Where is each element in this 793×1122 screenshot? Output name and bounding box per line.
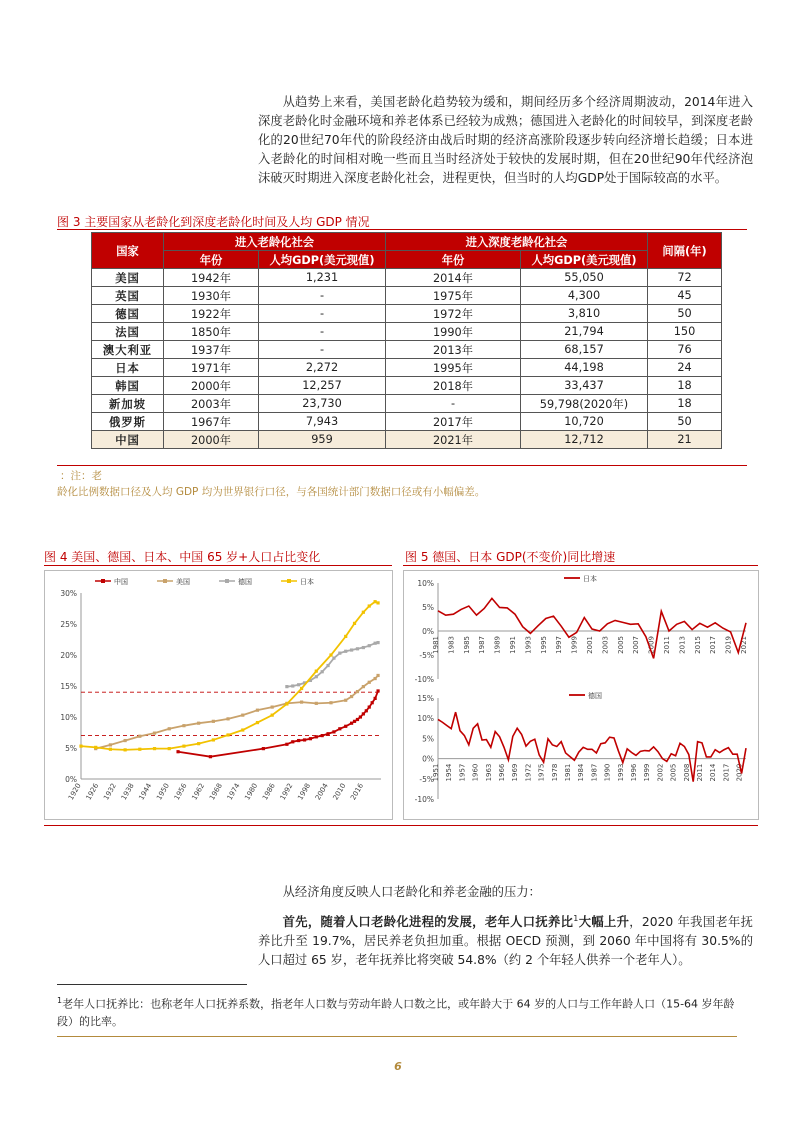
x-tick-label: 2001 (586, 636, 594, 654)
y-tick-label: 0% (422, 627, 434, 636)
page-number: 6 (394, 1060, 402, 1073)
cell-year1: 1930年 (164, 287, 259, 305)
first-point-paragraph (258, 909, 753, 970)
data-point (344, 650, 347, 653)
data-point (338, 652, 341, 655)
cell-year1: 2000年 (164, 431, 259, 449)
cell-year1: 1971年 (164, 359, 259, 377)
cell-country: 韩国 (92, 377, 164, 395)
cell-interval: 24 (648, 359, 722, 377)
x-tick-label: 1986 (261, 782, 277, 802)
data-point (374, 600, 377, 603)
x-tick-label: 2005 (669, 763, 678, 782)
legend-marker (287, 579, 291, 583)
data-point (376, 601, 379, 604)
footnote-rule (57, 984, 247, 985)
x-tick-label: 1972 (524, 763, 533, 782)
x-tick-label: 2017 (709, 636, 718, 654)
x-tick-label: 1975 (537, 763, 546, 782)
data-point (368, 681, 371, 684)
cell-interval: 18 (648, 395, 722, 413)
data-point (153, 747, 156, 750)
x-tick-label: 1962 (190, 782, 207, 802)
x-tick-label: 1989 (493, 636, 502, 654)
data-point (271, 705, 274, 708)
data-point (197, 722, 200, 725)
header-aging: 进入老龄化社会 (164, 233, 386, 251)
x-tick-label: 1993 (524, 636, 533, 654)
y-tick-label: 10% (417, 714, 434, 724)
x-tick-label: 1990 (603, 763, 612, 782)
legend-label: 日本 (583, 575, 597, 583)
cell-gdp1: 12,257 (259, 377, 386, 395)
x-tick-label: 1938 (119, 782, 136, 802)
x-tick-label: 2002 (656, 763, 665, 782)
y-tick-label: 5% (65, 744, 77, 753)
cell-gdp2: 10,720 (521, 413, 648, 431)
data-point (285, 743, 288, 746)
x-tick-label: 1997 (555, 636, 564, 654)
x-tick-label: 2009 (647, 636, 656, 654)
y-tick-label: 20% (60, 651, 77, 660)
x-tick-label: 1960 (471, 763, 480, 782)
x-tick-label: 2015 (693, 636, 702, 654)
data-point (374, 642, 377, 645)
data-point (303, 738, 306, 741)
x-tick-label: 2011 (663, 636, 671, 654)
cell-year1: 1850年 (164, 323, 259, 341)
data-point (285, 702, 288, 705)
y-tick-label: -10% (414, 675, 434, 684)
data-point (297, 739, 300, 742)
x-tick-label: 1950 (155, 782, 171, 802)
cell-country: 法国 (92, 323, 164, 341)
first-point-bold: 首先，随着人口老龄化进程的发展，老年人口抚养比 (282, 915, 574, 930)
figure3-note-line2: 龄化比例数据口径及人均 GDP 均为世界银行口径，与各国统计部门数据口径或有小幅偏差。 (57, 486, 486, 498)
data-point (109, 748, 112, 751)
legend-marker (163, 579, 167, 583)
data-point (326, 664, 329, 667)
data-point (368, 705, 371, 708)
data-point (329, 653, 332, 656)
y-tick-label: -5% (419, 774, 434, 784)
cell-interval: 45 (648, 287, 722, 305)
cell-country: 澳大利亚 (92, 341, 164, 359)
y-tick-label: 15% (60, 682, 77, 691)
data-point (124, 748, 127, 751)
cell-gdp2: 55,050 (521, 269, 648, 287)
cell-gdp1: 23,730 (259, 395, 386, 413)
footnote-text: 老年人口抚养比：也称老年人口抚养系数，指老年人口数与劳动年龄人口数之比，或年龄大于 64 岁的人口与工作年龄人口（15-64 岁年龄段）的比率。 (57, 997, 735, 1028)
data-point (271, 714, 274, 717)
figure4-chart-frame (44, 570, 393, 820)
cell-gdp1: 7,943 (259, 413, 386, 431)
data-point (356, 690, 359, 693)
cell-gdp1: 2,272 (259, 359, 386, 377)
cell-year2: 1990年 (386, 323, 521, 341)
cell-year2: 2017年 (386, 413, 521, 431)
x-tick-label: 2017 (722, 763, 731, 782)
cell-year1: 1967年 (164, 413, 259, 431)
header-year: 年份 (164, 251, 259, 269)
legend-label: 德国 (588, 692, 602, 700)
intro-paragraph: 从趋势上来看，美国老龄化趋势较为缓和，期间经历多个经济周期波动，2014年进入深度老龄化时金融环境和养老体系已经较为成熟；德国进入老龄化的时间较早，到深度老龄化的20世纪70年代的阶段经济由战后时期的经济高涨阶段逐步转向经济增长趋缓；日本进入老龄化的时间相对晚一些而且当时经济处于较快的发展时期，但在20世纪90年代经济泡沫破灭时期进入深度老龄化社会，进程更快，但当时的人均GDP处于国际较高的水平。 (258, 95, 753, 185)
data-point (376, 689, 379, 692)
y-tick-label: 0% (422, 754, 434, 764)
cell-country: 德国 (92, 305, 164, 323)
header-year2: 年份 (386, 251, 521, 269)
data-point (256, 721, 259, 724)
x-tick-label: 2007 (632, 636, 641, 654)
figure3-title: 图 3 主要国家从老龄化到深度老龄化时间及人均 GDP 情况 (57, 215, 370, 229)
x-tick-label: 1999 (643, 763, 652, 782)
cell-year2: 1975年 (386, 287, 521, 305)
cell-country: 美国 (92, 269, 164, 287)
table-row (92, 377, 722, 395)
y-tick-label: 30% (60, 589, 77, 598)
data-point (241, 714, 244, 717)
cell-gdp2: 44,198 (521, 359, 648, 377)
x-tick-label: 1992 (278, 782, 295, 802)
pressure-intro: 从经济角度反映人口老龄化和养老金融的压力： (282, 885, 541, 899)
x-tick-label: 1993 (616, 763, 625, 782)
cell-country: 日本 (92, 359, 164, 377)
x-tick-label: 2008 (682, 763, 691, 782)
cell-country: 俄罗斯 (92, 413, 164, 431)
cell-gdp2: 33,437 (521, 377, 648, 395)
cell-year2: 2018年 (386, 377, 521, 395)
table-row (92, 413, 722, 431)
data-point (356, 647, 359, 650)
series-line-美国 (96, 675, 378, 748)
data-point (332, 730, 335, 733)
data-point (309, 737, 312, 740)
first-point-rest: ，2020 年我国老年抚养比升至 19.7%，居民养老负担加重。根据 OECD 预测，到 2060 年中国将有 30.5%的人口超过 65 岁，老年抚养比将突破 54.8%（约 2 个年轻人供养一个老年人）。 (258, 915, 753, 968)
x-tick-label: 1983 (447, 636, 456, 654)
data-point (353, 622, 356, 625)
x-tick-label: 1966 (498, 763, 506, 782)
x-tick-label: 1926 (84, 782, 101, 802)
data-point (353, 720, 356, 723)
data-point (124, 739, 127, 742)
x-tick-label: 1995 (539, 636, 548, 654)
data-point (368, 644, 371, 647)
x-tick-label: 1999 (570, 636, 579, 654)
x-tick-label: 2014 (709, 763, 718, 782)
data-point (362, 646, 365, 649)
legend-marker (101, 579, 105, 583)
figure5-title: 图 5 德国、日本 GDP(不变价)同比增速 (405, 550, 616, 564)
data-point (362, 712, 365, 715)
y-tick-label: 10% (417, 579, 434, 588)
table-row (92, 341, 722, 359)
data-point (376, 674, 379, 677)
data-point (344, 635, 347, 638)
x-tick-label: 2021 (740, 636, 748, 654)
table-row (92, 395, 722, 413)
legend-label: 美国 (176, 578, 190, 586)
y-tick-label: 5% (422, 603, 434, 612)
y-tick-label: 0% (65, 775, 77, 784)
data-point (326, 732, 329, 735)
cell-interval: 50 (648, 413, 722, 431)
cell-interval: 50 (648, 305, 722, 323)
cell-gdp2: 4,300 (521, 287, 648, 305)
cell-gdp1: - (259, 323, 386, 341)
data-point (256, 709, 259, 712)
figure4-chart (45, 571, 392, 819)
x-tick-label: 1920 (66, 782, 83, 802)
table-row (92, 431, 722, 449)
data-point (315, 670, 318, 673)
figure5-japan-chart (404, 571, 758, 691)
x-tick-label: 1981 (432, 636, 440, 654)
data-point (321, 670, 324, 673)
data-point (300, 701, 303, 704)
header-interval: 间隔(年) (648, 233, 722, 269)
data-point (168, 747, 171, 750)
x-tick-label: 1985 (462, 636, 471, 654)
x-tick-label: 2010 (331, 782, 348, 802)
data-point (332, 657, 335, 660)
data-point (138, 735, 141, 738)
x-tick-label: 1957 (458, 763, 467, 782)
data-point (262, 747, 265, 750)
cell-gdp2: 59,798(2020年) (521, 395, 648, 413)
data-point (212, 720, 215, 723)
data-point (241, 728, 244, 731)
data-point (285, 685, 288, 688)
table-row (92, 323, 722, 341)
series-line-中国 (178, 691, 378, 757)
x-tick-label: 1956 (172, 782, 189, 802)
cell-gdp1: 959 (259, 431, 386, 449)
header-gdp: 人均GDP(美元现值) (259, 251, 386, 269)
data-point (344, 699, 347, 702)
cell-year1: 1937年 (164, 341, 259, 359)
y-tick-label: 15% (417, 694, 434, 703)
data-point (344, 725, 347, 728)
figure3-bottom-rule (57, 465, 747, 466)
x-tick-label: 1996 (630, 763, 638, 782)
x-tick-label: 1944 (137, 782, 154, 802)
data-point (182, 724, 185, 727)
data-point (212, 738, 215, 741)
page-bottom-rule (57, 1036, 737, 1037)
table-row (92, 287, 722, 305)
data-point (209, 755, 212, 758)
x-tick-label: 2013 (678, 636, 687, 654)
cell-year1: 1942年 (164, 269, 259, 287)
data-point (168, 727, 171, 730)
cell-year1: 2000年 (164, 377, 259, 395)
first-point-bold2: 大幅上升 (578, 915, 630, 930)
x-tick-label: 2004 (313, 782, 330, 802)
cell-interval: 72 (648, 269, 722, 287)
figures-bottom-rule (44, 825, 758, 826)
y-tick-label: -5% (419, 651, 434, 660)
cell-year2: - (386, 395, 521, 413)
x-tick-label: 1969 (511, 763, 520, 782)
data-point (374, 697, 377, 700)
cell-gdp2: 12,712 (521, 431, 648, 449)
figure4-title-rule (44, 565, 392, 566)
cell-gdp1: 1,231 (259, 269, 386, 287)
data-point (109, 743, 112, 746)
data-point (315, 675, 318, 678)
header-country: 国家 (92, 233, 164, 269)
y-tick-label: 10% (60, 713, 77, 722)
x-tick-label: 2019 (724, 636, 733, 654)
data-point (365, 709, 368, 712)
x-tick-label: 1980 (243, 782, 260, 802)
cell-year2: 1995年 (386, 359, 521, 377)
data-point (297, 683, 300, 686)
cell-interval: 76 (648, 341, 722, 359)
legend-label: 日本 (300, 578, 314, 586)
x-tick-label: 2011 (696, 763, 704, 782)
cell-interval: 21 (648, 431, 722, 449)
header-gdp2: 人均GDP(美元现值) (521, 251, 648, 269)
cell-gdp2: 21,794 (521, 323, 648, 341)
table-row (92, 359, 722, 377)
figure3-note-line1: ：注：老 (60, 470, 102, 482)
figure5-germany-chart (404, 691, 758, 819)
table-row (92, 269, 722, 287)
x-tick-label: 2020 (735, 763, 744, 782)
data-point (197, 742, 200, 745)
figure5-title-rule (403, 565, 758, 566)
x-tick-label: 1968 (208, 782, 224, 802)
cell-gdp1: - (259, 305, 386, 323)
data-point (226, 717, 229, 720)
figure3-title-rule (57, 229, 747, 230)
data-point (153, 732, 156, 735)
cell-year2: 1972年 (386, 305, 521, 323)
cell-country: 中国 (92, 431, 164, 449)
first-point-footnote-ref[interactable]: 1 (573, 914, 579, 923)
data-point (362, 611, 365, 614)
data-point (338, 727, 341, 730)
x-tick-label: 1984 (577, 763, 586, 782)
x-tick-label: 1978 (550, 763, 559, 782)
data-point (315, 735, 318, 738)
data-point (376, 641, 379, 644)
cell-interval: 18 (648, 377, 722, 395)
header-deep-aging: 进入深度老龄化社会 (386, 233, 648, 251)
cell-year2: 2014年 (386, 269, 521, 287)
cell-gdp1: - (259, 341, 386, 359)
data-point (291, 684, 294, 687)
cell-year1: 1922年 (164, 305, 259, 323)
table-row (92, 305, 722, 323)
y-tick-label: -10% (414, 795, 434, 804)
x-tick-label: 1963 (484, 763, 493, 782)
cell-country: 英国 (92, 287, 164, 305)
data-point (371, 701, 374, 704)
data-point (226, 733, 229, 736)
data-point (138, 748, 141, 751)
series-line-德国 (287, 643, 378, 687)
cell-country: 新加坡 (92, 395, 164, 413)
footnote-number: 1 (57, 996, 63, 1005)
data-point (350, 648, 353, 651)
x-tick-label: 1998 (296, 782, 313, 802)
x-tick-label: 1932 (102, 782, 119, 802)
figure4-title: 图 4 美国、德国、日本、中国 65 岁+人口占比变化 (44, 550, 321, 564)
x-tick-label: 1987 (590, 763, 599, 782)
data-point (359, 715, 362, 718)
x-tick-label: 2016 (349, 782, 366, 802)
cell-gdp2: 3,810 (521, 305, 648, 323)
legend-label: 中国 (114, 578, 128, 586)
data-point (362, 685, 365, 688)
cell-year2: 2021年 (386, 431, 521, 449)
x-tick-label: 2003 (601, 636, 610, 654)
footnote (57, 992, 737, 1030)
figure5-chart-frame (403, 570, 759, 820)
cell-year1: 2003年 (164, 395, 259, 413)
data-point (321, 734, 324, 737)
y-tick-label: 25% (60, 620, 77, 629)
x-tick-label: 1991 (509, 636, 517, 654)
data-point (176, 750, 179, 753)
data-point (182, 745, 185, 748)
data-point (356, 718, 359, 721)
legend-label: 德国 (238, 578, 252, 586)
data-point (350, 695, 353, 698)
data-point (94, 746, 97, 749)
data-point (350, 722, 353, 725)
x-tick-label: 1987 (478, 636, 487, 654)
data-point (300, 687, 303, 690)
x-tick-label: 2005 (616, 636, 625, 654)
y-tick-label: 5% (422, 734, 434, 744)
data-point (291, 740, 294, 743)
x-tick-label: 1981 (564, 763, 572, 782)
x-tick-label: 1974 (225, 782, 242, 802)
cell-gdp2: 68,157 (521, 341, 648, 359)
x-tick-label: 1954 (445, 763, 454, 782)
data-point (315, 702, 318, 705)
series-line-日本 (81, 602, 378, 750)
cell-gdp1: - (259, 287, 386, 305)
data-point (374, 677, 377, 680)
figure3-table (91, 232, 722, 449)
data-point (79, 745, 82, 748)
cell-interval: 150 (648, 323, 722, 341)
legend-marker (225, 579, 229, 583)
cell-year2: 2013年 (386, 341, 521, 359)
data-point (329, 701, 332, 704)
x-tick-label: 1951 (432, 763, 440, 782)
data-point (368, 604, 371, 607)
